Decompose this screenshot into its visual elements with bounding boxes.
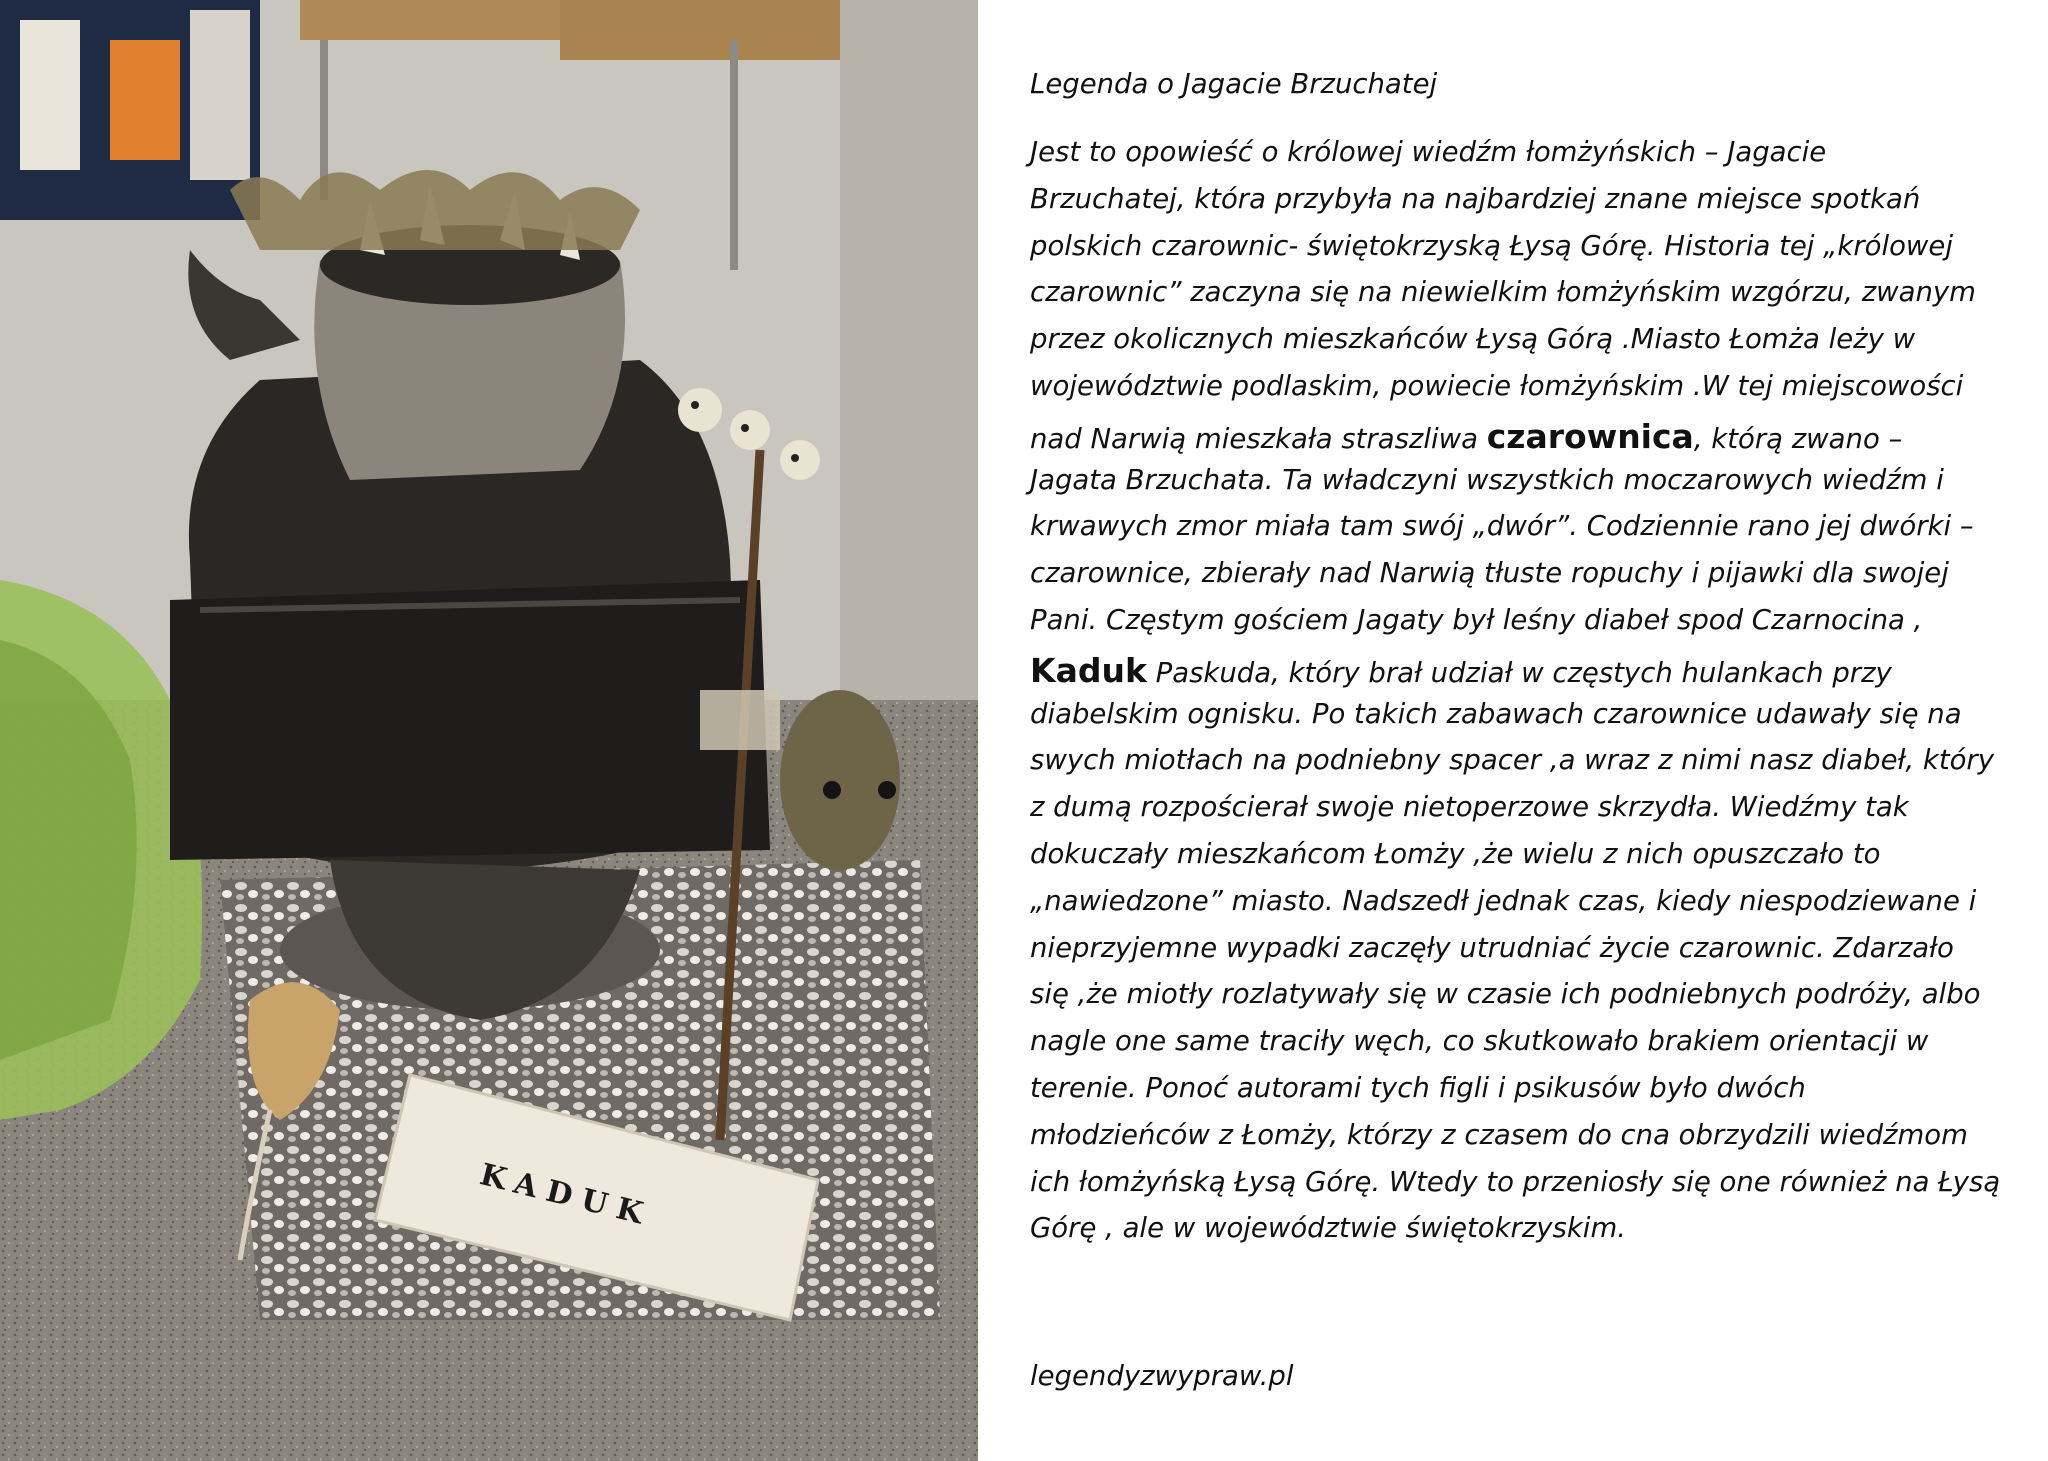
legend-text: ich łomżyńską Łysą Górę. Wtedy to przeniosły się one również na Łysą [1030, 1165, 2001, 1198]
legend-text: „nawiedzone” miasto. Nadszedł jednak czas, kiedy niespodziewane i [1030, 884, 1977, 917]
legend-line [1030, 838, 1880, 870]
kaduk-figurine-photo [0, 0, 978, 1461]
legend-line [1030, 183, 1920, 215]
legend-line [1030, 651, 1892, 690]
legend-line [1030, 417, 1902, 456]
legend-text: nieprzyjemne wypadki zaczęły utrudniać życie czarownic. Zdarzało [1030, 931, 1954, 964]
legend-text: , którą zwano – [1693, 422, 1903, 455]
kaduk-sign-label: KADUK [476, 1157, 657, 1234]
legend-text: młodzieńców z Łomży, którzy z czasem do cna obrzydzili wiedźmom [1030, 1118, 1968, 1151]
legend-line [1030, 230, 1953, 262]
legend-line [1030, 604, 1922, 636]
legend-line [1030, 1119, 1968, 1151]
legend-text: Górę , ale w województwie świętokrzyskim. [1030, 1212, 1626, 1245]
legend-text: Pani. Częstym gościem Jagaty był leśny diabeł spod Czarnocina , [1030, 604, 1923, 636]
legend-line [1030, 510, 1974, 542]
legend-line [1030, 136, 1826, 168]
legend-line [1030, 1166, 2000, 1198]
legend-emphasis: czarownica [1486, 416, 1694, 456]
legend-line [1030, 698, 1962, 730]
legend-emphasis: Kaduk [1030, 650, 1147, 690]
legend-line [1030, 1072, 1806, 1104]
legend-text: się ,że miotły rozlatywały się w czasie ich podniebnych podróży, albo [1030, 978, 1981, 1011]
legend-text: Jest to opowieść o królowej wiedźm łomżyńskich – Jagacie [1030, 136, 1827, 168]
legend-text: diabelskim ognisku. Po takich zabawach czarownice udawały się na [1030, 697, 1962, 730]
legend-line [1030, 1212, 1626, 1244]
legend-text: polskich czarownic- świętokrzyską Łysą Górę. Historia tej „królowej [1030, 229, 1953, 262]
legend-line [1030, 276, 1976, 308]
legend-text: województwie podlaskim, powiecie łomżyńskim .W tej miejscowości [1030, 370, 1964, 402]
legend-text: nad Narwią mieszkała straszliwa [1030, 422, 1487, 455]
legend-line [1030, 323, 1915, 355]
legend-text: dokuczały mieszkańcom Łomży ,że wielu z nich opuszczało to [1030, 838, 1881, 870]
legend-text: czarownice, zbierały nad Narwią tłuste ropuchy i pijawki dla swojej [1030, 557, 1949, 590]
legend-line [1030, 885, 1976, 917]
legend-text: Jagata Brzuchata. Ta władczyni wszystkich moczarowych wiedźm i [1030, 463, 1944, 496]
legend-line [1030, 791, 1909, 823]
source-url: legendyzwypraw.pl [1030, 1360, 1294, 1392]
legend-text: czarownic” zaczyna się na niewielkim łomżyńskim wzgórzu, zwanym [1030, 276, 1976, 309]
legend-text: Brzuchatej, która przybyła na najbardziej znane miejsce spotkań [1030, 182, 1921, 215]
legend-text: nagle one same traciły węch, co skutkowało brakiem orientacji w [1030, 1025, 1929, 1058]
legend-line [1030, 932, 1954, 964]
legend-line [1030, 744, 1994, 776]
legend-line [1030, 978, 1980, 1010]
legend-line [1030, 557, 1949, 589]
legend-text: swych miotłach na podniebny spacer ,a wraz z nimi nasz diabeł, który [1030, 744, 1995, 777]
legend-text: przez okolicznych mieszkańców Łysą Górą .Miasto Łomża leży w [1030, 323, 1916, 356]
kaduk-figurine-photo-icon [0, 0, 978, 1461]
legend-title: Legenda o Jagacie Brzuchatej [1030, 68, 1438, 100]
legend-line [1030, 1025, 1928, 1057]
legend-text: terenie. Ponoć autorami tych figli i psikusów było dwóch [1030, 1072, 1806, 1104]
legend-line [1030, 370, 1963, 402]
legend-text: Paskuda, który brał udział w częstych hulankach przy [1146, 656, 1892, 689]
legend-line [1030, 464, 1944, 496]
legend-text: z dumą rozpościerał swoje nietoperzowe skrzydła. Wiedźmy tak [1030, 791, 1909, 824]
legend-text: krwawych zmor miała tam swój „dwór”. Codziennie rano jej dwórki – [1030, 510, 1974, 543]
